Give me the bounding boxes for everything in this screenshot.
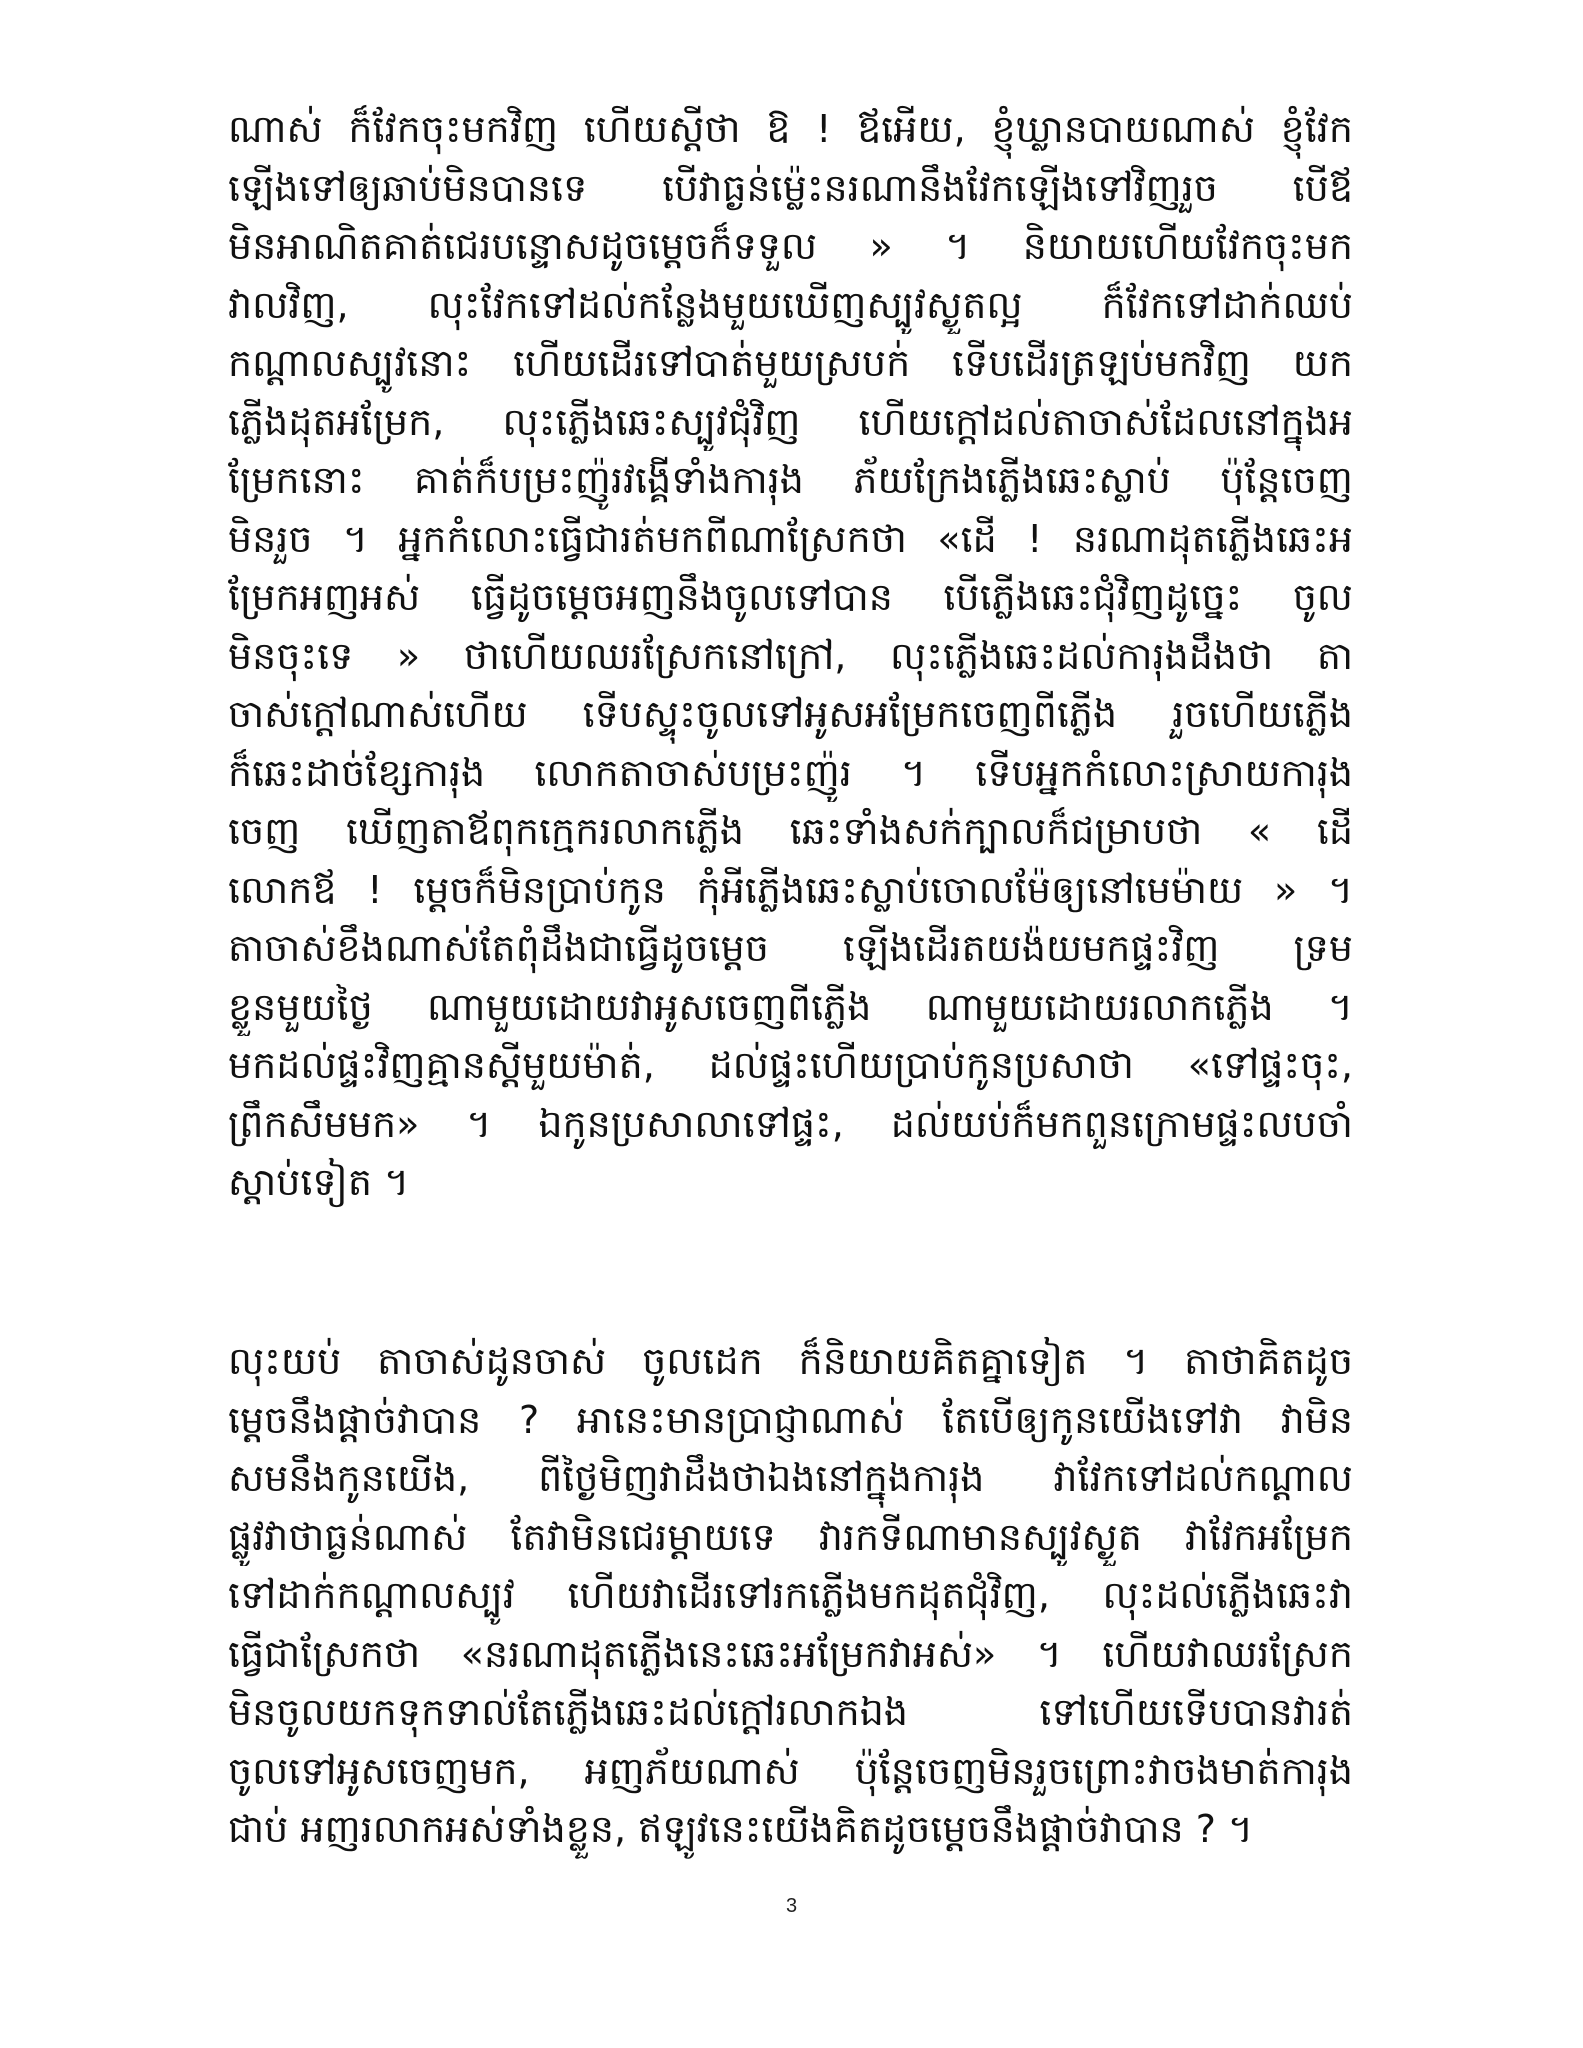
text-line: ចេញ ឃើញតាឪពុកក្មេករលាកភ្លើង ឆេះទាំងសក់ក្បាលក៏ជម្រាបថា « ដើ (228, 809, 1353, 853)
text-line: ម្រែកនោះ គាត់ក៏បម្រះញ៉ូរវង្គើទាំងការុង ភ័យក្រែងភ្លើងឆេះស្លាប់ ប៉ុន្តែចេញ (228, 458, 1353, 502)
text-line: ជាប់ អញរលាកអស់ទាំងខ្លួន, ឥឡូវនេះយើងគិតដូចម្ដេចនឹងផ្ដាច់វាបាន ? ។ (228, 1807, 1253, 1851)
text-line: វាលវិញ, លុះវែកទៅដល់កន្លែងមួយឃើញស្បូវស្ងួតល្អ ក៏វែកទៅដាក់ឈប់ (228, 282, 1353, 327)
page-number: 3 (785, 1895, 798, 1917)
text-line: ម្រែកអញអស់ ធ្វើដូចម្ដេចអញនឹងចូលទៅបាន បើភ្លើងឆេះជុំវិញដូច្នេះ ចូល (228, 575, 1353, 619)
text-line: តាចាស់ខឹងណាស់តែពុំដឹងជាធ្វើដូចម្ដេច ឡើងដើរតយង៉យមកផ្ទះវិញ ទ្រម (228, 926, 1353, 970)
text-line: ព្រឹកសឹមមក» ។ ឯកូនប្រសាលាទៅផ្ទះ, ដល់យប់ក៏មកពួនក្រោមផ្ទះលបចាំ (228, 1101, 1353, 1146)
text-line: សមនឹងកូនយើង, ពីថ្ងៃមិញវាដឹងថាឯងនៅក្នុងការុង វាវែកទៅដល់កណ្ដាល (228, 1456, 1353, 1500)
text-line: មិនរួច ។ អ្នកកំលោះធ្វើជារត់មកពីណាស្រែកថា «ដើ ! នរណាដុតភ្លើងឆេះអ (228, 516, 1353, 561)
text-line: ភ្លើងដុតអម្រែក, លុះភ្លើងឆេះស្បូវជុំវិញ ហើយក្ដៅដល់តាចាស់ដែលនៅក្នុងអ (228, 399, 1353, 444)
text-line: កណ្ដាលស្បូវនោះ ហើយដើរទៅបាត់មួយស្របក់ ទើបដើរត្រឡប់មកវិញ យក (228, 341, 1353, 385)
text-line: មិនអាណិតគាត់ជេរបន្ទោសដូចម្ដេចក៏ទទួល » ។ និយាយហើយវែកចុះមក (228, 224, 1353, 268)
text-line: ឡើងទៅឲ្យឆាប់មិនបានទេ បើវាធ្ងន់ម្ល៉េះនរណានឹងវែកឡើងទៅវិញរួច បើឪ (228, 165, 1353, 210)
text-line: ចាស់ក្ដៅណាស់ហើយ ទើបស្ទុះចូលទៅអូសអម្រែកចេញពីភ្លើង រួចហើយភ្លើង (228, 692, 1353, 736)
text-line: ចូលទៅអូសចេញមក, អញភ័យណាស់ ប៉ុន្តែចេញមិនរួចព្រោះវាចងមាត់ការុង (228, 1748, 1353, 1793)
text-line: លោកឪ ! ម្ដេចក៏មិនប្រាប់កូន កុំអីភ្លើងឆេះស្លាប់ចោលម៉ែឲ្យនៅមេម៉ាយ » ។ (228, 867, 1353, 912)
paragraph-2 (228, 1332, 1353, 1859)
text-line: ធ្វើជាស្រែកថា «នរណាដុតភ្លើងនេះឆេះអម្រែកវាអស់» ។ ហើយវាឈរស្រែក (228, 1631, 1353, 1676)
text-line: ផ្លូវវាថាធ្ងន់ណាស់ តែវាមិនជេរម្ដាយទេ វារកទីណាមានស្បូវស្ងួត វាវែកអម្រែក (228, 1514, 1353, 1559)
text-line: ទៅដាក់កណ្ដាលស្បូវ ហើយវាដើរទៅរកភ្លើងមកដុតជុំវិញ, លុះដល់ភ្លើងឆេះវា (228, 1573, 1353, 1617)
text-line: មិនចូលយកទុកទាល់តែភ្លើងឆេះដល់ក្ដៅរលាកឯង ទៅហើយទើបបានវារត់ (228, 1690, 1353, 1734)
text-line: លុះយប់ តាចាស់ដូនចាស់ ចូលដេក ក៏និយាយគិតគ្នាទៀត ។ តាថាគិតដូច (228, 1339, 1353, 1383)
text-line: ខ្លួនមួយថ្ងៃ ណាមួយដោយវាអូសចេញពីភ្លើង ណាមួយដោយរលាកភ្លើង ។ (228, 984, 1353, 1029)
text-line: មិនចុះទេ » ថាហើយឈរស្រែកនៅក្រៅ, លុះភ្លើងឆេះដល់ការុងដឹងថា តា (228, 633, 1353, 678)
text-line: ក៏ឆេះដាច់ខ្សែការុង លោកតាចាស់បម្រះញ៉ូរ ។ ទើបអ្នកកំលោះស្រាយការុង (228, 750, 1353, 795)
paragraph-1 (228, 100, 1353, 1212)
text-line: ណាស់ ក៏វែកចុះមកវិញ ហើយស្ដីថា ឱ ! ឪអើយ, ខ្ញុំឃ្លានបាយណាស់ ខ្ញុំវែក (228, 107, 1353, 151)
text-line: ស្ដាប់ទៀត ។ (228, 1160, 410, 1204)
text-line: មកដល់ផ្ទះវិញគ្មានស្ដីមួយម៉ាត់, ដល់ផ្ទះហើយប្រាប់កូនប្រសាថា «ទៅផ្ទះចុះ, (228, 1043, 1353, 1087)
text-line: ម្ដេចនឹងផ្ដាច់វាបាន ? អានេះមានប្រាជ្ញាណាស់ តែបើឲ្យកូនយើងទៅវា វាមិន (228, 1397, 1353, 1442)
